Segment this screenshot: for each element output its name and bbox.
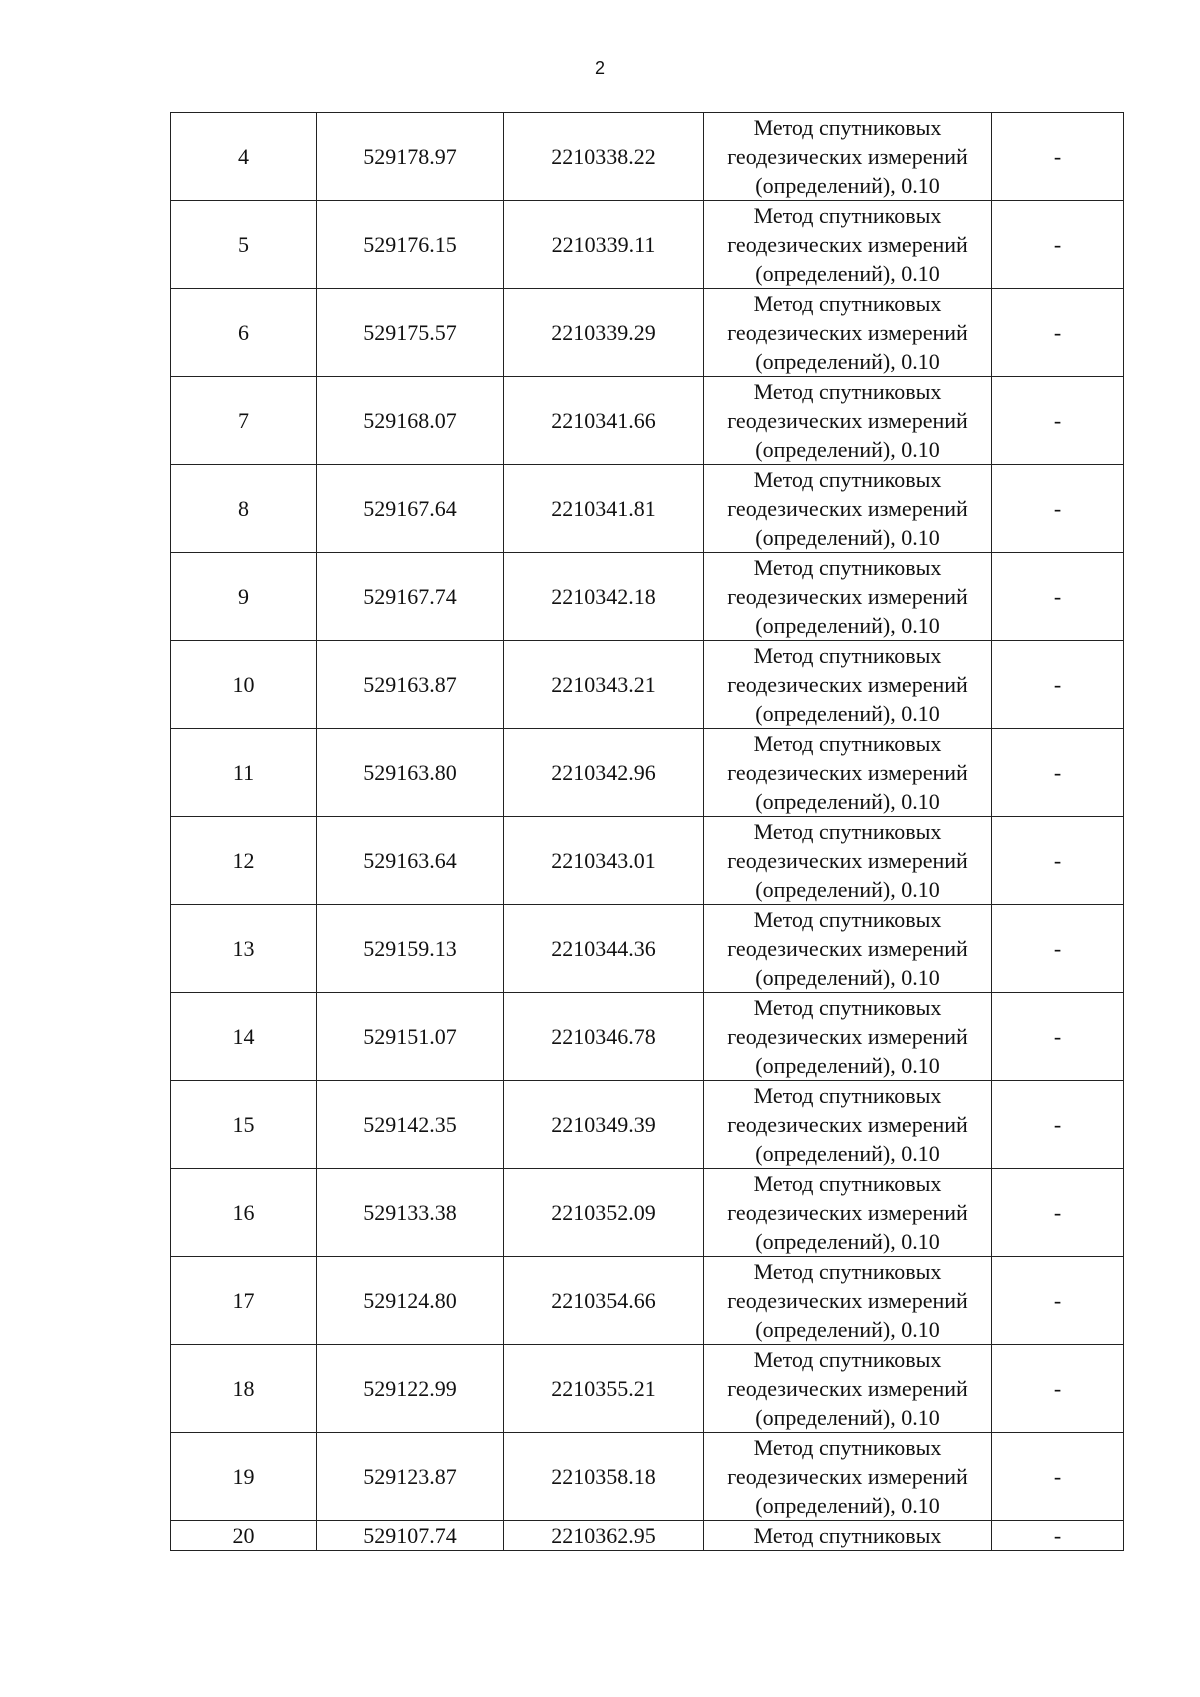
point-number-cell: 18 <box>171 1345 317 1433</box>
method-cell <box>704 201 992 289</box>
coordinate-y-cell: 2210341.81 <box>504 465 704 553</box>
coordinate-x-cell: 529122.99 <box>317 1345 504 1433</box>
method-line: Метод спутниковых <box>753 1171 942 1196</box>
description-cell: - <box>992 553 1124 641</box>
method-line: геодезических измерений <box>727 584 968 609</box>
coordinate-x-cell: 529168.07 <box>317 377 504 465</box>
method-line: (определений), 0.10 <box>755 877 940 902</box>
method-line: геодезических измерений <box>727 496 968 521</box>
coordinate-y-cell: 2210342.96 <box>504 729 704 817</box>
method-line: (определений), 0.10 <box>755 1493 940 1518</box>
table-row <box>171 377 1124 465</box>
point-number-cell: 19 <box>171 1433 317 1521</box>
method-line: геодезических измерений <box>727 1200 968 1225</box>
table-row <box>171 993 1124 1081</box>
method-line: (определений), 0.10 <box>755 701 940 726</box>
method-cell <box>704 465 992 553</box>
point-number-cell: 9 <box>171 553 317 641</box>
table-row <box>171 113 1124 201</box>
method-line: (определений), 0.10 <box>755 965 940 990</box>
method-line: Метод спутниковых <box>753 1259 942 1284</box>
coordinate-x-cell: 529163.64 <box>317 817 504 905</box>
coordinate-x-cell: 529142.35 <box>317 1081 504 1169</box>
coordinate-x-cell: 529176.15 <box>317 201 504 289</box>
method-line: геодезических измерений <box>727 936 968 961</box>
method-cell <box>704 1257 992 1345</box>
table-row <box>171 1081 1124 1169</box>
coordinates-table-body <box>171 113 1124 1551</box>
method-cell <box>704 113 992 201</box>
method-cell <box>704 377 992 465</box>
coordinate-y-cell: 2210354.66 <box>504 1257 704 1345</box>
point-number-cell: 11 <box>171 729 317 817</box>
method-line: (определений), 0.10 <box>755 613 940 638</box>
table-row <box>171 905 1124 993</box>
coordinate-y-cell: 2210342.18 <box>504 553 704 641</box>
method-line: Метод спутниковых <box>753 379 942 404</box>
coordinate-y-cell: 2210355.21 <box>504 1345 704 1433</box>
description-cell: - <box>992 1257 1124 1345</box>
method-cell <box>704 1433 992 1521</box>
method-line: Метод спутниковых <box>753 995 942 1020</box>
method-line: (определений), 0.10 <box>755 1141 940 1166</box>
method-line: Метод спутниковых <box>753 1523 942 1548</box>
point-number-cell: 14 <box>171 993 317 1081</box>
table-row <box>171 1345 1124 1433</box>
point-number-cell: 15 <box>171 1081 317 1169</box>
coordinate-y-cell: 2210343.01 <box>504 817 704 905</box>
method-line: геодезических измерений <box>727 760 968 785</box>
method-cell <box>704 641 992 729</box>
table-row <box>171 201 1124 289</box>
method-line: геодезических измерений <box>727 408 968 433</box>
method-cell <box>704 289 992 377</box>
method-cell <box>704 817 992 905</box>
method-line: (определений), 0.10 <box>755 1053 940 1078</box>
description-cell: - <box>992 113 1124 201</box>
point-number-cell: 7 <box>171 377 317 465</box>
coordinate-y-cell: 2210344.36 <box>504 905 704 993</box>
method-line: геодезических измерений <box>727 144 968 169</box>
description-cell: - <box>992 817 1124 905</box>
method-line: (определений), 0.10 <box>755 1405 940 1430</box>
coordinate-y-cell: 2210338.22 <box>504 113 704 201</box>
description-cell: - <box>992 729 1124 817</box>
method-line: (определений), 0.10 <box>755 261 940 286</box>
table-row <box>171 641 1124 729</box>
coordinate-y-cell: 2210352.09 <box>504 1169 704 1257</box>
table-row <box>171 1521 1124 1551</box>
table-row <box>171 1257 1124 1345</box>
method-line: Метод спутниковых <box>753 643 942 668</box>
coordinate-y-cell: 2210343.21 <box>504 641 704 729</box>
method-line: (определений), 0.10 <box>755 437 940 462</box>
coordinate-y-cell: 2210341.66 <box>504 377 704 465</box>
table-row <box>171 1169 1124 1257</box>
method-cell <box>704 993 992 1081</box>
method-line: геодезических измерений <box>727 232 968 257</box>
method-line: геодезических измерений <box>727 1112 968 1137</box>
method-cell <box>704 553 992 641</box>
method-line: Метод спутниковых <box>753 555 942 580</box>
description-cell: - <box>992 465 1124 553</box>
method-line: геодезических измерений <box>727 672 968 697</box>
method-cell <box>704 729 992 817</box>
method-line: Метод спутниковых <box>753 203 942 228</box>
description-cell: - <box>992 905 1124 993</box>
point-number-cell: 20 <box>171 1521 317 1551</box>
point-number-cell: 13 <box>171 905 317 993</box>
point-number-cell: 4 <box>171 113 317 201</box>
method-line: Метод спутниковых <box>753 291 942 316</box>
description-cell: - <box>992 1345 1124 1433</box>
method-line: Метод спутниковых <box>753 1347 942 1372</box>
table-row <box>171 1433 1124 1521</box>
method-line: (определений), 0.10 <box>755 525 940 550</box>
table-row <box>171 817 1124 905</box>
method-line: Метод спутниковых <box>753 819 942 844</box>
point-number-cell: 16 <box>171 1169 317 1257</box>
point-number-cell: 8 <box>171 465 317 553</box>
method-line: Метод спутниковых <box>753 1083 942 1108</box>
method-line: геодезических измерений <box>727 1024 968 1049</box>
method-cell <box>704 1169 992 1257</box>
coordinate-x-cell: 529163.80 <box>317 729 504 817</box>
point-number-cell: 12 <box>171 817 317 905</box>
description-cell: - <box>992 289 1124 377</box>
description-cell: - <box>992 1433 1124 1521</box>
method-cell <box>704 1345 992 1433</box>
description-cell: - <box>992 641 1124 729</box>
description-cell: - <box>992 377 1124 465</box>
coordinate-x-cell: 529124.80 <box>317 1257 504 1345</box>
coordinate-x-cell: 529175.57 <box>317 289 504 377</box>
coordinate-x-cell: 529107.74 <box>317 1521 504 1551</box>
method-line: (определений), 0.10 <box>755 173 940 198</box>
method-line: (определений), 0.10 <box>755 1317 940 1342</box>
coordinate-x-cell: 529178.97 <box>317 113 504 201</box>
coordinate-x-cell: 529167.74 <box>317 553 504 641</box>
coordinate-y-cell: 2210346.78 <box>504 993 704 1081</box>
method-line: Метод спутниковых <box>753 731 942 756</box>
coordinate-y-cell: 2210349.39 <box>504 1081 704 1169</box>
method-line: Метод спутниковых <box>753 115 942 140</box>
method-line: геодезических измерений <box>727 320 968 345</box>
description-cell: - <box>992 1169 1124 1257</box>
method-line: Метод спутниковых <box>753 907 942 932</box>
method-line: Метод спутниковых <box>753 1435 942 1460</box>
description-cell: - <box>992 201 1124 289</box>
page-number: 2 <box>594 58 605 78</box>
method-line: геодезических измерений <box>727 848 968 873</box>
point-number-cell: 6 <box>171 289 317 377</box>
coordinate-x-cell: 529159.13 <box>317 905 504 993</box>
point-number-cell: 10 <box>171 641 317 729</box>
table-row <box>171 729 1124 817</box>
table-row <box>171 465 1124 553</box>
table-row <box>171 289 1124 377</box>
coordinate-x-cell: 529151.07 <box>317 993 504 1081</box>
method-cell <box>704 1521 992 1551</box>
coordinate-y-cell: 2210339.29 <box>504 289 704 377</box>
point-number-cell: 5 <box>171 201 317 289</box>
method-line: (определений), 0.10 <box>755 789 940 814</box>
description-cell: - <box>992 1521 1124 1551</box>
method-line: (определений), 0.10 <box>755 1229 940 1254</box>
method-cell <box>704 905 992 993</box>
table-row <box>171 553 1124 641</box>
method-line: Метод спутниковых <box>753 467 942 492</box>
coordinate-y-cell: 2210339.11 <box>504 201 704 289</box>
method-line: геодезических измерений <box>727 1464 968 1489</box>
coordinates-table <box>170 112 1124 1551</box>
method-line: (определений), 0.10 <box>755 349 940 374</box>
method-cell <box>704 1081 992 1169</box>
description-cell: - <box>992 993 1124 1081</box>
coordinate-x-cell: 529163.87 <box>317 641 504 729</box>
coordinate-y-cell: 2210358.18 <box>504 1433 704 1521</box>
description-cell: - <box>992 1081 1124 1169</box>
coordinate-y-cell: 2210362.95 <box>504 1521 704 1551</box>
point-number-cell: 17 <box>171 1257 317 1345</box>
coordinate-x-cell: 529133.38 <box>317 1169 504 1257</box>
method-line: геодезических измерений <box>727 1288 968 1313</box>
method-line: геодезических измерений <box>727 1376 968 1401</box>
coordinate-x-cell: 529123.87 <box>317 1433 504 1521</box>
coordinate-x-cell: 529167.64 <box>317 465 504 553</box>
